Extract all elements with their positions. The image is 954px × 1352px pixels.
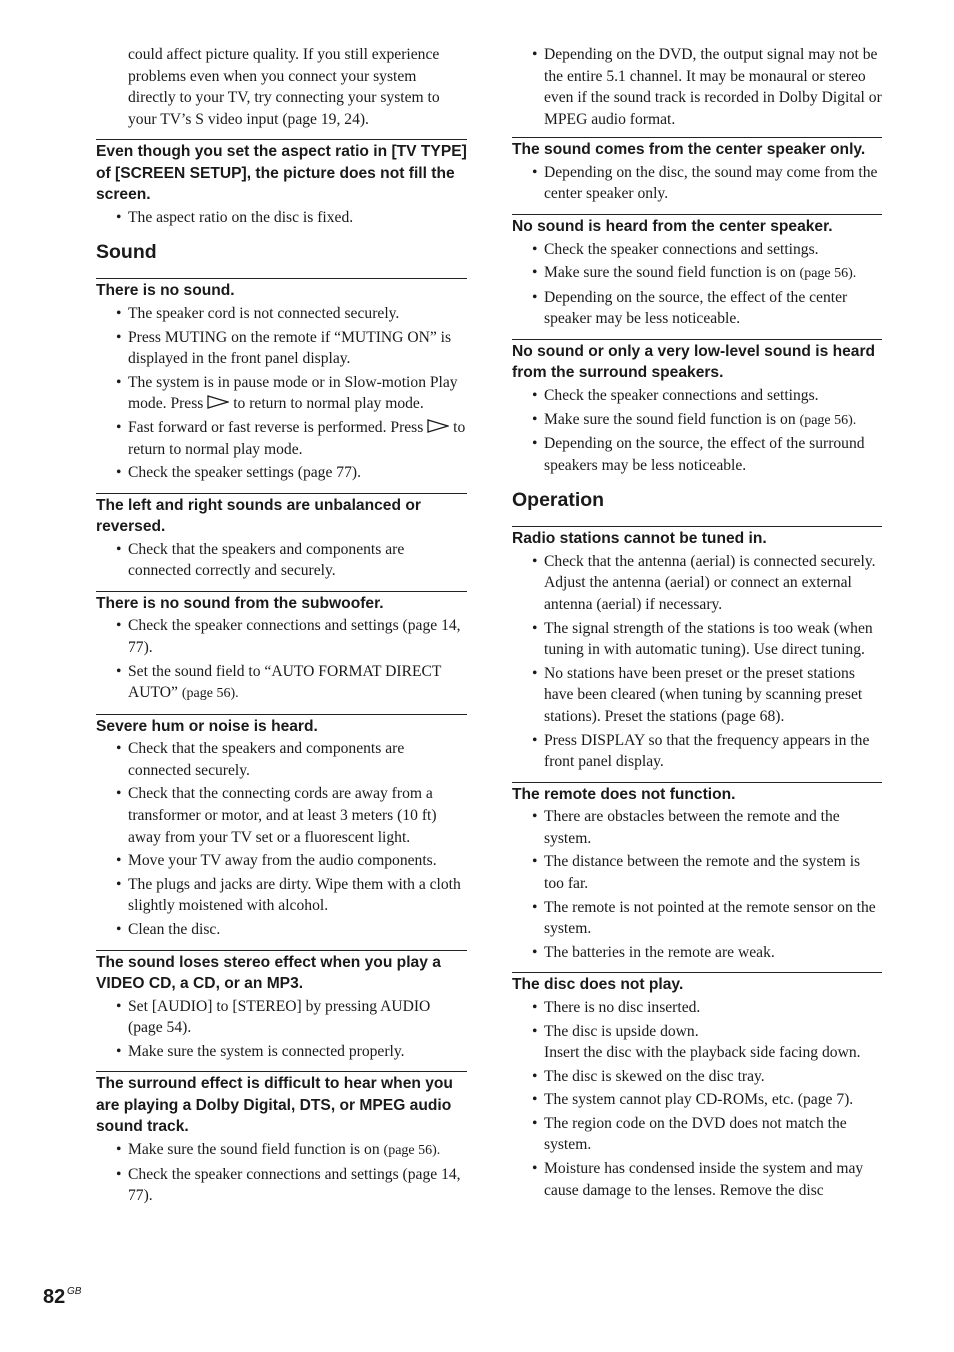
sound-section-title: Sound [96, 241, 157, 264]
disc-heading: The disc does not play. [512, 972, 882, 996]
list-item-text: Fast forward or fast reverse is performed. Press [128, 418, 424, 436]
list-item: • Press MUTING on the remote if “MUTING ON” is displayed in the front panel display. [96, 327, 467, 370]
list-item-text: Make sure the sound field function is on [544, 410, 796, 428]
list-item [96, 661, 467, 705]
no-sound-heading: There is no sound. [96, 278, 467, 302]
list-item: • Clean the disc. [96, 919, 467, 941]
aspect-ratio-heading: Even though you set the aspect ratio in [TV TYPE] of [SCREEN SETUP], the picture does not fill the screen. [96, 139, 467, 206]
no-sound-list [96, 303, 467, 484]
remote-heading: The remote does not function. [512, 782, 882, 806]
list-item [512, 1021, 882, 1064]
list-item: • Depending on the source, the effect of the surround speakers may be less noticeable. [512, 433, 882, 476]
radio-list [512, 551, 882, 773]
list-item-text: The system is in pause mode or in Slow-motion Play mode. Press [128, 373, 458, 413]
list-item: • Moisture has condensed inside the system and may cause damage to the lenses. Remove the disc [512, 1158, 882, 1201]
center-only-list [512, 162, 882, 205]
list-item-text: to return to normal play mode. [128, 418, 466, 458]
radio-heading: Radio stations cannot be tuned in. [512, 526, 882, 550]
no-center-list [512, 239, 882, 330]
unbalanced-heading: The left and right sounds are unbalanced or reversed. [96, 493, 467, 538]
surround-effect-heading: The surround effect is difficult to hear when you are playing a Dolby Digital, DTS, or MPEG audio sound track. [96, 1071, 467, 1138]
list-item: • Check the speaker connections and settings. [512, 239, 882, 261]
list-item-text: Make sure the sound field function is on [128, 1140, 380, 1158]
left-column [96, 44, 467, 1209]
page-reference: (page 56). [181, 686, 239, 702]
surround-low-heading: No sound or only a very low-level sound is heard from the surround speakers. [512, 339, 882, 384]
right-column [512, 44, 882, 1203]
list-item: • Check that the speakers and components are connected correctly and securely. [96, 539, 467, 582]
list-item [96, 1139, 467, 1162]
stereo-list [96, 996, 467, 1063]
list-item-text: The disc is upside down. [544, 1022, 699, 1040]
list-item: • Check the speaker connections and settings (page 14, 77). [96, 1164, 467, 1207]
list-item: • Press DISPLAY so that the frequency appears in the front panel display. [512, 730, 882, 773]
surround-effect-list [96, 1139, 467, 1207]
list-item: • The region code on the DVD does not match the system. [512, 1113, 882, 1156]
subwoofer-list [96, 615, 467, 704]
continuation-list [512, 44, 882, 130]
page-reference: (page 56). [799, 266, 857, 282]
list-item: • No stations have been preset or the preset stations have been cleared (when tuning by scanning preset stations). Preset the stations (page 68). [512, 663, 882, 728]
no-center-heading: No sound is heard from the center speaker. [512, 214, 882, 238]
operation-section-title: Operation [512, 489, 605, 512]
list-item: • The speaker cord is not connected securely. [96, 303, 467, 325]
center-only-heading: The sound comes from the center speaker only. [512, 137, 882, 161]
list-item: • The distance between the remote and the system is too far. [512, 851, 882, 894]
list-item-text: Insert the disc with the playback side facing down. [544, 1044, 861, 1062]
list-item-text: to return to normal play mode. [233, 395, 424, 413]
continuation-text: could affect picture quality. If you still experience problems even when you connect your system directly to your TV, try connecting your system to your TV’s S video input (page 19, 24). [128, 46, 440, 128]
unbalanced-list [96, 539, 467, 582]
list-item: • Set [AUDIO] to [STEREO] by pressing AUDIO (page 54). [96, 996, 467, 1039]
list-item: • The disc is skewed on the disc tray. [512, 1066, 882, 1088]
list-item: • The plugs and jacks are dirty. Wipe them with a cloth slightly moistened with alcohol. [96, 874, 467, 917]
list-item-text: Make sure the sound field function is on [544, 264, 796, 282]
play-triangle-icon [427, 419, 449, 433]
stereo-heading: The sound loses stereo effect when you play a VIDEO CD, a CD, or an MP3. [96, 950, 467, 995]
page-number: 82 [43, 1286, 66, 1308]
list-item [512, 262, 882, 285]
list-item: • The system cannot play CD-ROMs, etc. (page 7). [512, 1089, 882, 1111]
list-item-text: Set the sound field to “AUTO FORMAT DIRECT AUTO” [128, 662, 442, 702]
list-item: • Check the speaker settings (page 77). [96, 462, 467, 484]
list-item: • Check that the antenna (aerial) is connected securely. Adjust the antenna (aerial) or connect an external antenna (aerial) if necessary. [512, 551, 882, 616]
list-item: • Depending on the DVD, the output signal may not be the entire 5.1 channel. It may be monaural or stereo even if the sound track is recorded in Dolby Digital or MPEG audio format. [512, 44, 882, 130]
list-item: • Depending on the source, the effect of the center speaker may be less noticeable. [512, 287, 882, 330]
list-item: • The batteries in the remote are weak. [512, 942, 882, 964]
list-item: • There is no disc inserted. [512, 997, 882, 1019]
list-item [96, 372, 467, 415]
subwoofer-heading: There is no sound from the subwoofer. [96, 591, 467, 615]
list-item: • The remote is not pointed at the remote sensor on the system. [512, 897, 882, 940]
page-reference: (page 56). [383, 1142, 441, 1158]
list-item: • Make sure the system is connected properly. [96, 1041, 467, 1063]
disc-list [512, 997, 882, 1201]
list-item: • Check the speaker connections and settings (page 14, 77). [96, 615, 467, 658]
list-item: • Check the speaker connections and settings. [512, 385, 882, 407]
list-item: • There are obstacles between the remote and the system. [512, 806, 882, 849]
hum-heading: Severe hum or noise is heard. [96, 714, 467, 738]
list-item: • The signal strength of the stations is too weak (when tuning in with automatic tuning). Use direct tuning. [512, 618, 882, 661]
hum-list [96, 738, 467, 940]
list-item [512, 409, 882, 432]
play-triangle-icon [207, 395, 229, 409]
list-item: • Check that the connecting cords are away from a transformer or motor, and at least 3 meters (10 ft) away from your TV set or a fluorescent light. [96, 783, 467, 848]
list-item: • Move your TV away from the audio components. [96, 850, 467, 872]
list-item: • Depending on the disc, the sound may come from the center speaker only. [512, 162, 882, 205]
list-item [96, 417, 467, 460]
aspect-ratio-list [96, 207, 467, 229]
page-region-suffix: GB [67, 1286, 82, 1297]
surround-low-list [512, 385, 882, 476]
page-reference: (page 56). [799, 412, 857, 428]
list-item: • Check that the speakers and components are connected securely. [96, 738, 467, 781]
list-item: • The aspect ratio on the disc is fixed. [96, 207, 467, 229]
remote-list [512, 806, 882, 963]
